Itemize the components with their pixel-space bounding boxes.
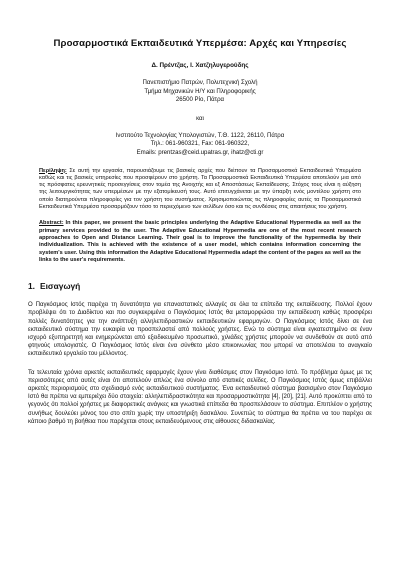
paper-authors: Δ. Πρέντζας, Ι. Χατζηλυγερούδης [151, 62, 249, 69]
affiliation-separator: και [196, 114, 204, 122]
abstract-english-text: In this paper, we present the basic principles underlying the Adaptive Educational Hypermedia as well as the primary services provided to the user. The Adaptive Educational Hypermedia are one of the most recent research approaches to Open and Distance Learning. Their goal is to improve the functionality of the hypermedia by their individualization. This is achieved with the existence of a user model, which contains information concerning the system's user. Using this information the Adaptive Educational Hypermedia adapt the content of the pages as well as the links to the user's requirements. [39, 220, 361, 263]
body-paragraph: Ο Παγκόσμιος Ιστός παρέχει τη δυνατότητα για επαναστατικές αλλαγές σε όλα τα επίπεδα της εκπαίδευσης. Πολλοί έχουν προβλέψει ότι το Διαδίκτυο και πιο συγκεκριμένα ο Παγκόσμιος Ιστός θα μεταμορφώσει την εκπαίδευση καθώς προσφέρει πολλές δυνατότητες για την ανάπτυξη αλληλεπιδραστικών εκπαιδευτικών εφαρμογών. Ο Παγκόσμιος Ιστός δίνει σε ένα εκπαιδευτικό σύστημα την ευκαιρία να προσπελαστεί από πολλούς χρήστες. Ενώ το σύστημα είναι εγκατεστημένο σε έναν ισχυρό εξυπηρετητή και ενημερώνεται από εξειδικευμένο προσωπικό, χιλιάδες χρήστες μπορούν να συνδεθούν σε αυτό από φτηνούς υπολογιστές. Ο Παγκόσμιος Ιστός είναι ένα σύνθετο μέσο επικοινωνίας που μπορεί να αποτελέσει το αναγκαίο εκπαιδευτικό εργαλείο του μέλλοντος. [28, 302, 372, 358]
affiliation-line: Πανεπιστήμιο Πατρών, Πολυτεχνική Σχολή [142, 79, 258, 86]
affiliation-institute [28, 132, 372, 158]
paper-title: Προσαρμοστικά Εκπαιδευτικά Υπερμέσα: Αρχές και Υπηρεσίες [53, 38, 347, 49]
contact-emails: Emails: prentzas@ceid.upatras.gr, ihatz@cti.gr [136, 148, 264, 156]
affiliation-line: Ινστιτούτο Τεχνολογίας Υπολογιστών, Τ.Θ. 1122, 26110, Πάτρα [115, 131, 285, 139]
section-heading [28, 281, 372, 291]
section-number: 1. [28, 281, 35, 292]
affiliation-line: Τμήμα Μηχανικών Η/Υ και Πληροφορικής [144, 87, 256, 95]
affiliation-university [28, 79, 372, 105]
body-paragraph: Τα τελευταία χρόνια αρκετές εκπαιδευτικές εφαρμογές έχουν γίνει διαθέσιμες στον Παγκόσμιο Ιστό. Το πρόβλημα όμως με τις περισσότερες από αυτές είναι ότι αποτελούν απλώς ένα σύνολο από στατικές σελίδες. Ο Παγκόσμιος Ιστός όμως επιβάλλει αρκετές περιορισμούς στο σχεδιασμό ενός εκπαιδευτικού συστήματος. Ένα εκπαιδευτικό σύστημα βασισμένο στον Παγκόσμιο Ιστό θα πρέπει να εμπεριέχει δύο στοιχεία: αλληλεπιδραστικότητα και προσαρμοστικότητα [4], [20], [21]. Αυτό προκύπτει από το γεγονός ότι πολλοί χρήστες με διαφορετικές ανάγκες και γνωστικά επίπεδα θα προσπελάσουν το σύστημα. Επιπλέον ο χρήστης συνήθως δουλεύει μόνος του στο σπίτι χωρίς την υποστήριξη δασκάλου. Συνεπώς το σύστημα θα πρέπει να του παρέχει σε κάποιο βαθμό τη βοήθεια που παρέχεται στους εκπαιδευόμενους στις αίθουσες διδασκαλίας. [28, 369, 372, 425]
abstract-greek [39, 168, 361, 212]
abstract-english-label: Abstract: [39, 220, 64, 227]
affiliation-line: Τηλ.: 061-960321, Fax: 061-960322, [150, 140, 250, 148]
abstract-greek-label: Περίληψη: [39, 167, 67, 174]
abstract-english [39, 220, 361, 264]
section-title: Εισαγωγή [40, 281, 81, 292]
abstract-greek-text: Σε αυτή την εργασία, παρουσιάζουμε τις βασικές αρχές που διέπουν τα Προσαρμοστικά Εκπαιδευτικά Υπερμέσα καθώς και τις βασικές υπηρεσίες που προσφέρουν στο χρήστη. Τα Προσαρμοστικά Εκπαιδευτικά Υπερμέσα αποτελούν μια από τις πρόσφατες ερευνητικές προσεγγίσεις στον τομέα της Ανοιχτής και εξ Αποστάσεως Εκπαίδευσης. Στόχος τους είναι η αύξηση της λειτουργικότητας των υπερμέσων με την εξατομίκευσή τους. Αυτό επιτυγχάνεται με την ύπαρξη ενός μοντέλου χρήστη στο οποίο διατηρούνται πληροφορίες για τον χρήστη του συστήματος. Χρησιμοποιώντας τις πληροφορίες αυτές τα Προσαρμοστικά Εκπαιδευτικά Υπερμέσα προσαρμόζουν τόσο το περιεχόμενο των σελίδων όσο και τις συνδέσεις στις απαιτήσεις του χρήστη. [39, 167, 361, 211]
affiliation-line: 26500 Ρίο, Πάτρα [175, 96, 225, 104]
